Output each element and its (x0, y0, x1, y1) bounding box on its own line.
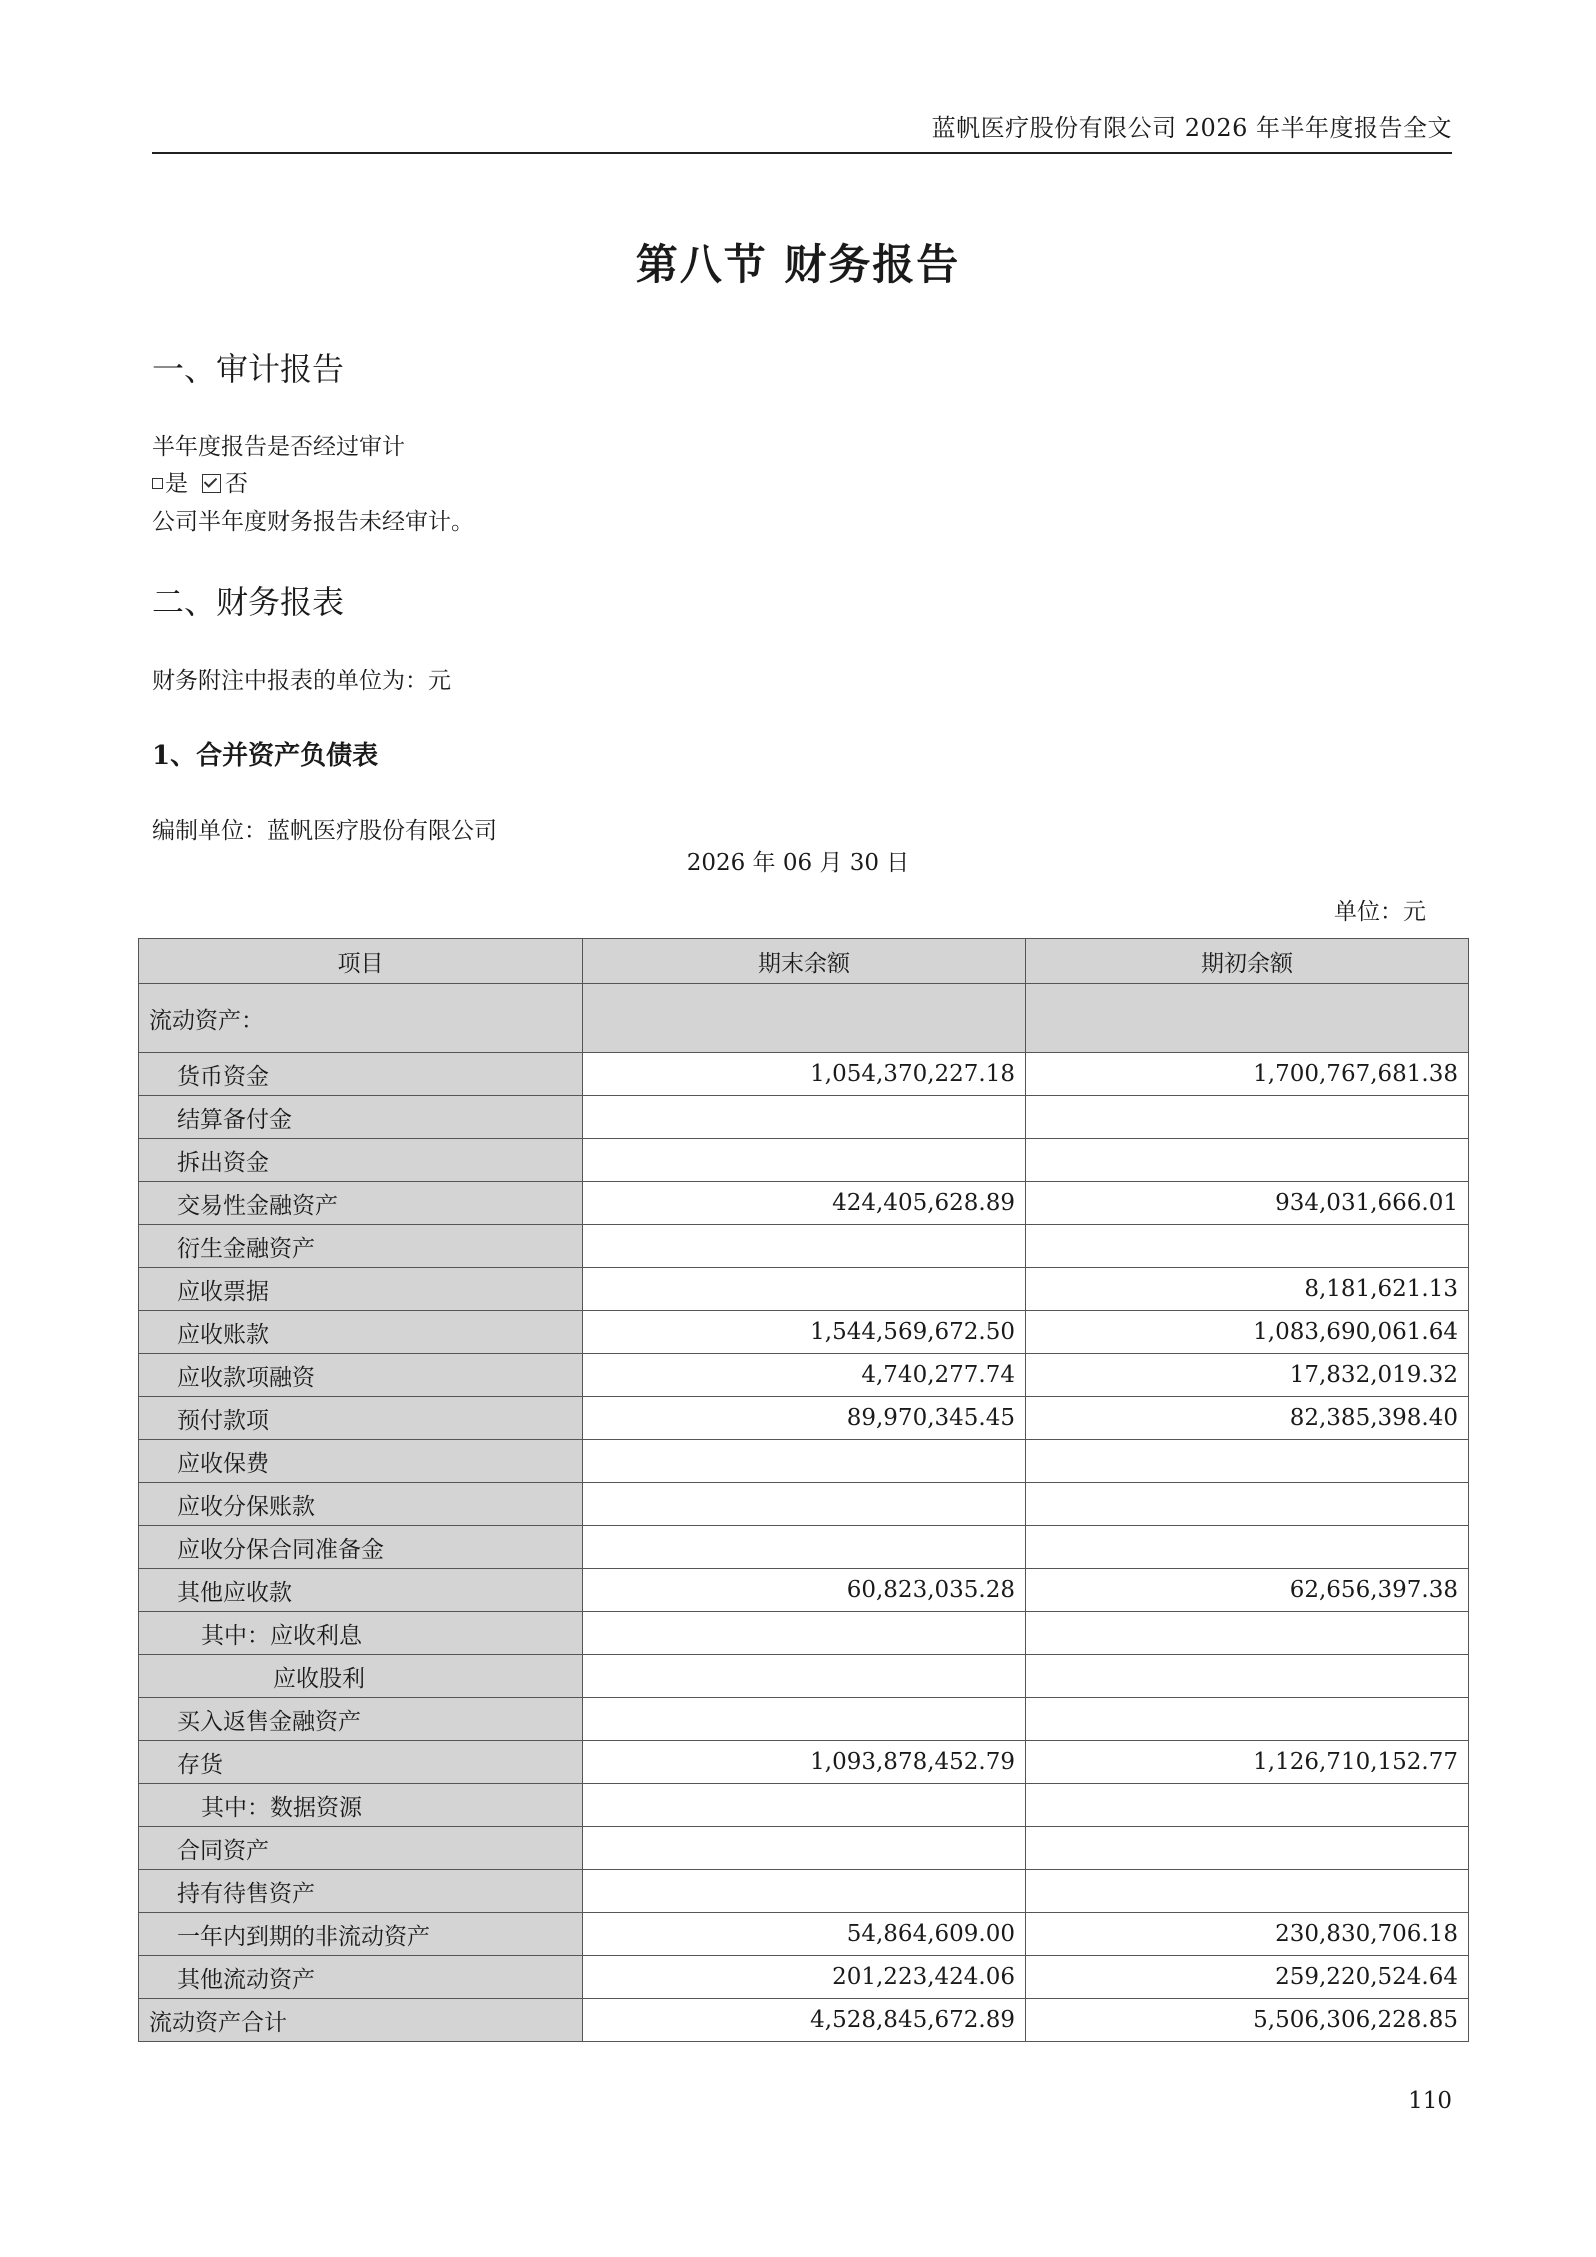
cell-end (583, 1655, 1026, 1698)
row-label: 交易性金融资产 (139, 1182, 583, 1225)
cell-begin: 82,385,398.40 (1026, 1397, 1469, 1440)
table-row (139, 1225, 1469, 1268)
row-label: 存货 (139, 1741, 583, 1784)
section-heading-statements: 二、财务报表 (152, 583, 345, 621)
row-label: 应收账款 (139, 1311, 583, 1354)
table-row (139, 1655, 1469, 1698)
row-label: 流动资产： (139, 984, 583, 1053)
row-label: 流动资产合计 (139, 1999, 583, 2042)
cell-begin: 1,126,710,152.77 (1026, 1741, 1469, 1784)
running-header: 蓝帆医疗股份有限公司 2026 年半年度报告全文 (931, 114, 1452, 142)
row-label: 应收票据 (139, 1268, 583, 1311)
cell-end (583, 1612, 1026, 1655)
cell-begin (1026, 1655, 1469, 1698)
table-row (139, 1182, 1469, 1225)
cell-begin (1026, 1440, 1469, 1483)
row-label: 应收保费 (139, 1440, 583, 1483)
cell-begin: 8,181,621.13 (1026, 1268, 1469, 1311)
table-row (139, 1354, 1469, 1397)
cell-begin (1026, 1225, 1469, 1268)
unit-note: 财务附注中报表的单位为：元 (152, 668, 451, 694)
cell-begin: 5,506,306,228.85 (1026, 1999, 1469, 2042)
header-period-end: 期末余额 (583, 939, 1026, 984)
cell-begin (1026, 984, 1469, 1053)
table-row (139, 1483, 1469, 1526)
table-header-row (139, 939, 1469, 984)
cell-begin: 259,220,524.64 (1026, 1956, 1469, 1999)
unit-label: 单位：元 (1334, 899, 1426, 925)
cell-begin: 230,830,706.18 (1026, 1913, 1469, 1956)
table-row (139, 1053, 1469, 1096)
table-row (139, 1956, 1469, 1999)
cell-end: 424,405,628.89 (583, 1182, 1026, 1225)
option-yes-label: 是 (165, 471, 188, 497)
row-label: 其中：数据资源 (139, 1784, 583, 1827)
audit-question: 半年度报告是否经过审计 (152, 434, 405, 460)
table-row (139, 1397, 1469, 1440)
row-label: 拆出资金 (139, 1139, 583, 1182)
table-row (139, 1612, 1469, 1655)
cell-begin (1026, 1139, 1469, 1182)
cell-begin: 17,832,019.32 (1026, 1354, 1469, 1397)
cell-end (583, 1827, 1026, 1870)
cell-end (583, 1870, 1026, 1913)
row-label: 应收分保合同准备金 (139, 1526, 583, 1569)
cell-begin (1026, 1698, 1469, 1741)
table-row (139, 1913, 1469, 1956)
row-label: 其他流动资产 (139, 1956, 583, 1999)
audit-statement: 公司半年度财务报告未经审计。 (152, 509, 474, 535)
cell-end: 1,093,878,452.79 (583, 1741, 1026, 1784)
checked-box-icon (202, 474, 221, 493)
cell-end: 60,823,035.28 (583, 1569, 1026, 1612)
cell-begin (1026, 1784, 1469, 1827)
cell-end (583, 1225, 1026, 1268)
table-row (139, 1569, 1469, 1612)
row-label: 应收款项融资 (139, 1354, 583, 1397)
cell-begin (1026, 1827, 1469, 1870)
unchecked-box-icon (152, 478, 163, 489)
row-label: 合同资产 (139, 1827, 583, 1870)
compiler-line: 编制单位：蓝帆医疗股份有限公司 (152, 818, 497, 844)
cell-end (583, 1096, 1026, 1139)
cell-end: 1,544,569,672.50 (583, 1311, 1026, 1354)
cell-begin (1026, 1612, 1469, 1655)
cell-begin: 62,656,397.38 (1026, 1569, 1469, 1612)
row-label: 一年内到期的非流动资产 (139, 1913, 583, 1956)
cell-end: 4,740,277.74 (583, 1354, 1026, 1397)
table-row (139, 1698, 1469, 1741)
cell-end: 54,864,609.00 (583, 1913, 1026, 1956)
table-row (139, 1440, 1469, 1483)
cell-begin (1026, 1483, 1469, 1526)
table-row (139, 1999, 1469, 2042)
cell-end: 89,970,345.45 (583, 1397, 1026, 1440)
balance-sheet-table (138, 938, 1469, 2042)
cell-begin: 1,700,767,681.38 (1026, 1053, 1469, 1096)
cell-end (583, 1526, 1026, 1569)
cell-end (583, 1440, 1026, 1483)
cell-begin (1026, 1526, 1469, 1569)
row-label: 预付款项 (139, 1397, 583, 1440)
cell-begin: 934,031,666.01 (1026, 1182, 1469, 1225)
cell-begin (1026, 1096, 1469, 1139)
report-date: 2026 年 06 月 30 日 (686, 850, 910, 876)
row-label: 应收股利 (139, 1655, 583, 1698)
table-row (139, 1268, 1469, 1311)
table-row (139, 1741, 1469, 1784)
audit-options (152, 465, 248, 498)
cell-end: 4,528,845,672.89 (583, 1999, 1026, 2042)
subheading-balance-sheet: 1、合并资产负债表 (152, 741, 379, 771)
cell-end (583, 1784, 1026, 1827)
header-period-begin: 期初余额 (1026, 939, 1469, 984)
row-label: 其中：应收利息 (139, 1612, 583, 1655)
row-label: 买入返售金融资产 (139, 1698, 583, 1741)
cell-end (583, 1698, 1026, 1741)
cell-end (583, 1483, 1026, 1526)
table-row (139, 1311, 1469, 1354)
table-row (139, 1870, 1469, 1913)
page-number: 110 (1408, 2088, 1452, 2114)
table-row (139, 1096, 1469, 1139)
option-no-label: 否 (225, 471, 248, 497)
page-title: 第八节 财务报告 (635, 240, 961, 289)
row-label: 持有待售资产 (139, 1870, 583, 1913)
cell-end (583, 1139, 1026, 1182)
cell-end: 201,223,424.06 (583, 1956, 1026, 1999)
header-rule (152, 152, 1452, 154)
header-item: 项目 (139, 939, 583, 984)
cell-begin (1026, 1870, 1469, 1913)
table-row (139, 1526, 1469, 1569)
row-label: 其他应收款 (139, 1569, 583, 1612)
section-heading-audit: 一、审计报告 (152, 350, 345, 388)
row-label: 应收分保账款 (139, 1483, 583, 1526)
row-label: 衍生金融资产 (139, 1225, 583, 1268)
table-row (139, 1784, 1469, 1827)
cell-end: 1,054,370,227.18 (583, 1053, 1026, 1096)
cell-begin: 1,083,690,061.64 (1026, 1311, 1469, 1354)
cell-end (583, 1268, 1026, 1311)
table-row (139, 984, 1469, 1053)
row-label: 货币资金 (139, 1053, 583, 1096)
table-row (139, 1139, 1469, 1182)
cell-end (583, 984, 1026, 1053)
row-label: 结算备付金 (139, 1096, 583, 1139)
table-row (139, 1827, 1469, 1870)
